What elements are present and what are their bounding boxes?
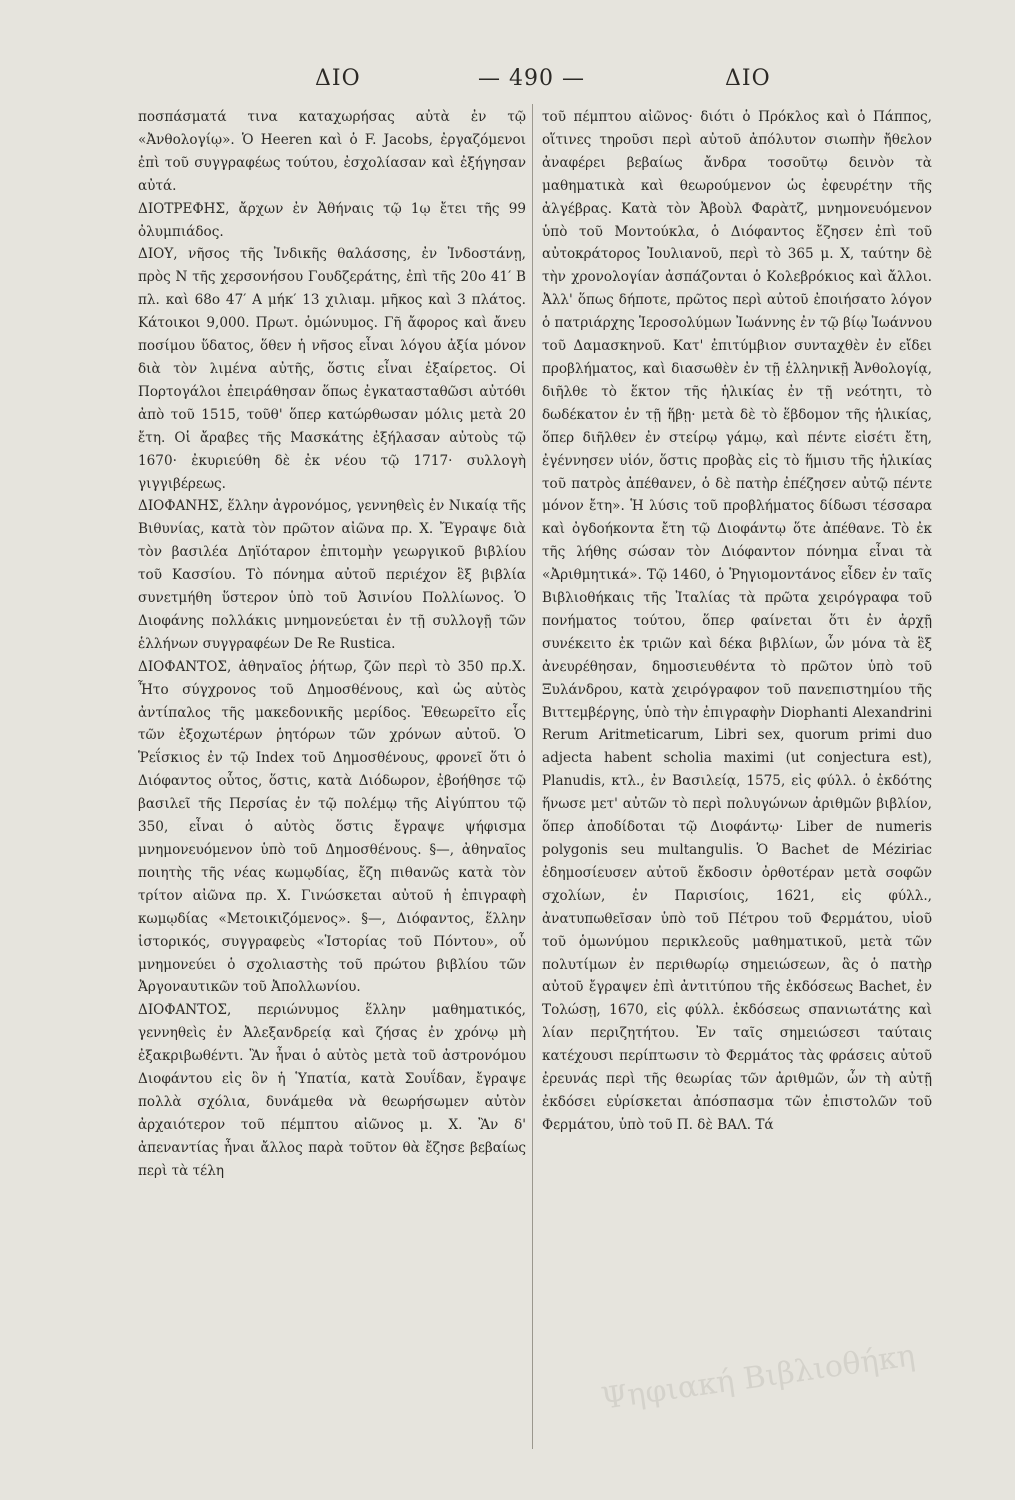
column-divider — [532, 104, 533, 1449]
page-header — [0, 62, 1015, 102]
page-number: — 490 — — [478, 66, 585, 91]
running-head-right: ΔΙΟ — [725, 66, 771, 91]
entry-diou: ΔΙΟΥ, νῆσος τῆς Ἰνδικῆς θαλάσσης, ἐν Ἰνδοστάνῃ, πρὸς Ν τῆς χερσονήσου Γουδζεράτης, ἐπὶ τῆς 20ο 41′ Β πλ. καὶ 68ο 47′ Α μήκ′ 13 χιλιαμ. μῆκος καὶ 3 πλάτος. Κάτοικοι 9,000. Πρωτ. ὁμώνυμος. Γῆ ἄφορος καὶ ἄνευ ποσίμου ὕδατος, ὅθεν ἡ νῆσος εἶναι λόγου ἀξία μόνον διὰ τὸν λιμένα αὐτῆς, ὅστις εἶναι ἐξαίρετος. Οἱ Πορτογάλοι ἐπειράθησαν ὅπως ἐγκατασταθῶσι αὐτόθι ἀπὸ τοῦ 1515, τοῦθ' ὅπερ κατώρθωσαν μόλις μετὰ 20 ἔτη. Οἱ ἄραβες τῆς Μασκάτης ἐξήλασαν αὐτοὺς τῷ 1670· ἐκυριεύθη δὲ ἐκ νέου τῷ 1717· συλλογὴ γιγγιβέρεως. — [138, 246, 526, 492]
library-watermark: Ψηφιακή Βιβλιοθήκη — [599, 1338, 918, 1417]
entry-diotrephes: ΔΙΟΤΡΕΦΗΣ, ἄρχων ἐν Ἀθήναις τῷ 1ῳ ἔτει τῆς 99 ὀλυμπιάδος. — [138, 200, 526, 240]
entry-diophanes: ΔΙΟΦΑΝΗΣ, ἕλλην ἀγρονόμος, γεννηθεὶς ἐν Νικαίᾳ τῆς Βιθυνίας, κατὰ τὸν πρῶτον αἰῶνα πρ. Χ. Ἔγραψε διὰ τὸν βασιλέα Δηϊόταρον ἐπιτομὴν γεωργικοῦ βιβλίου τοῦ Κασσίου. Τὸ πόνημα αὐτοῦ περιέχον ἓξ βιβλία συνετμήθη ὕστερον ὑπὸ τοῦ Ἀσινίου Πολλίωνος. Ὁ Διοφάνης πολλάκις μνημονεύεται ἐν τῇ συλλογῇ τῶν ἑλλήνων συγγραφέων De Re Rustica. — [138, 498, 526, 652]
entry-diophantos-rhetor: ΔΙΟΦΑΝΤΟΣ, ἀθηναῖος ῥήτωρ, ζῶν περὶ τὸ 350 πρ.Χ. Ἦτο σύγχρονος τοῦ Δημοσθένους, καὶ ὡς αὐτὸς ἀντίπαλος τῆς μακεδονικῆς μερίδος. Ἐθεωρεῖτο εἷς τῶν ἐξοχωτέρων ῥητόρων τῶν χρόνων αὐτοῦ. Ὁ Ῥεΐσκιος ἐν τῷ Index τοῦ Δημοσθένους, φρονεῖ ὅτι ὁ Διόφαντος οὗτος, ὅστις, κατὰ Διόδωρον, ἐβοήθησε τῷ βασιλεῖ τῆς Περσίας ἐν τῷ πολέμῳ τῆς Αἰγύπτου τῷ 350, εἶναι ὁ αὐτὸς ὅστις ἔγραψε ψήφισμα μνημονευόμενον ὑπὸ τοῦ Δημοσθένους. §—, ἀθηναῖος ποιητὴς τῆς νέας κωμῳδίας, ἔζη πιθανῶς κατὰ τὸν τρίτον αἰῶνα πρ. Χ. Γινώσκεται αὐτοῦ ἡ ἐπιγραφὴ κωμῳδίας «Μετοικιζόμενος». §—, Διόφαντος, ἕλλην ἱστορικός, συγγραφεὺς «Ἱστορίας τοῦ Πόντου», οὗ μνημονεύει ὁ σχολιαστὴς τοῦ πρώτου βιβλίου τῶν Ἀργοναυτικῶν τοῦ Ἀπολλωνίου. — [138, 658, 526, 996]
left-column — [138, 106, 526, 1183]
right-column — [542, 106, 932, 1137]
entry-diophantos-mathematician: ΔΙΟΦΑΝΤΟΣ, περιώνυμος ἕλλην μαθηματικός, γεννηθεὶς ἐν Ἀλεξανδρείᾳ καὶ ζήσας ἐν χρόνῳ μὴ ἐξακριβωθέντι. Ἂν ἦναι ὁ αὐτὸς μετὰ τοῦ ἀστρονόμου Διοφάντου εἰς ὃν ἡ Ὑπατία, κατὰ Σουΐδαν, ἔγραψε πολλὰ σχόλια, δυνάμεθα νὰ θεωρήσωμεν αὐτὸν ἀρχαιότερον τοῦ πέμπτου αἰῶνος μ. Χ. Ἂν δ' ἀπεναντίας ἦναι ἄλλος παρὰ τοῦτον θὰ ἔζησε βεβαίως περὶ τὰ τέλη — [138, 1002, 526, 1179]
paragraph-continuation: ποσπάσματά τινα καταχωρήσας αὐτὰ ἐν τῷ «Ἀνθολογίῳ». Ὁ Heeren καὶ ὁ F. Jacobs, ἐργαζόμενοι ἐπὶ τοῦ συγγραφέως τούτου, ἐσχολίασαν καὶ ἐξήγησαν αὐτά. — [138, 109, 526, 194]
paragraph-diophantos-continued: τοῦ πέμπτου αἰῶνος· διότι ὁ Πρόκλος καὶ ὁ Πάππος, οἵτινες τηροῦσι περὶ αὐτοῦ ἀπόλυτον σιωπὴν ἤθελον ἀναφέρει βεβαίως ἄνδρα τοσοῦτῳ δεινὸν τὰ μαθηματικὰ καὶ θεωρούμενον ὡς ἐφευρέτην τῆς ἀλγέβρας. Κατὰ τὸν Ἀβοὺλ Φαρὰτζ, μνημονευόμενον ὑπὸ τοῦ Μοντούκλα, ὁ Διόφαντος ἔζησεν ἐπὶ τοῦ αὐτοκράτορος Ἰουλιανοῦ, περὶ τὸ 365 μ. Χ, ταύτην δὲ τὴν χρονολογίαν ἀσπάζονται ὁ Κολεβρόκιος καὶ ἄλλοι. Ἀλλ' ὅπως δήποτε, πρῶτος περὶ αὐτοῦ ἐποιήσατο λόγον ὁ πατριάρχης Ἱεροσολύμων Ἰωάννης ἐν τῷ βίῳ Ἰωάννου τοῦ Δαμασκηνοῦ. Κατ' ἐπιτύμβιον συνταχθὲν ἐν εἴδει προβλήματος, καὶ διασωθὲν ἐν τῇ ἑλληνικῇ Ἀνθολογίᾳ, διῆλθε τὸ ἕκτον τῆς ἡλικίας ἐν τῇ νεότητι, τὸ δωδέκατον ἐν τῇ ἥβῃ· μετὰ δὲ τὸ ἕβδομον τῆς ἡλικίας, ὅπερ διῆλθεν ἐν στείρῳ γάμῳ, καὶ πέντε εἰσέτι ἔτη, ἐγέννησεν υἱόν, ὅστις προβὰς εἰς τὸ ἥμισυ τῆς ἡλικίας τοῦ πατρὸς ἀπέθανεν, ὁ δὲ πατὴρ ἐπέζησεν αὐτῷ πέντε μόνον ἔτη». Ἡ λύσις τοῦ προβλήματος δίδωσι τέσσαρα καὶ ὀγδοήκοντα ἔτη τῷ Διοφάντῳ ὅτε ἀπέθανε. Τὸ ἐκ τῆς λήθης σώσαν τὸν Διόφαντον πόνημα εἶναι τὰ «Ἀριθμητικά». Τῷ 1460, ὁ Ῥηγιομοντάνος εἶδεν ἐν ταῖς Βιβλιοθήκαις τῆς Ἰταλίας τὰ πρῶτα χειρόγραφα τοῦ πονήματος τούτου, ὅπερ φαίνεται ὅτι ἐν ἀρχῇ συνέκειτο ἐκ τριῶν καὶ δέκα βιβλίων, ὧν μόνα τὰ ἓξ ἀνευρέθησαν, δημοσιευθέντα τὸ πρῶτον ὑπὸ τοῦ Ξυλάνδρου, κατὰ χειρόγραφον τοῦ πανεπιστημίου τῆς Βιττεμβέργης, ὑπὸ τὴν ἐπιγραφὴν Diophanti Alexandrini Rerum Aritmeticarum, Libri sex, quorum primi duo adjecta habent scholia maximi (ut conjectura est), Planudis, κτλ., ἐν Βασιλείᾳ, 1575, εἰς φύλλ. ὁ ἐκδότης ἥνωσε μετ' αὐτῶν τὸ περὶ πολυγώνων ἀριθμῶν βιβλίον, ὅπερ ἀποδίδοται τῷ Διοφάντῳ· Liber de numeris polygonis seu multangulis. Ὁ Bachet de Méziriac ἐδημοσίευσεν αὐτοῦ ἔκδοσιν ὀρθοτέραν μετὰ σοφῶν σχολίων, ἐν Παρισίοις, 1621, εἰς φύλλ., ἀνατυπωθεῖσαν ὑπὸ τοῦ Πέτρου τοῦ Φερμάτου, υἱοῦ τοῦ ὁμωνύμου περικλεοῦς μαθηματικοῦ, μετὰ τῶν πολυτίμων ἐν περιθωρίῳ σημειώσεων, ἃς ὁ πατὴρ αὐτοῦ ἔγραψεν ἐπὶ ἀντιτύπου τῆς ἐκδόσεως Bachet, ἐν Τολώσῃ, 1670, εἰς φύλλ. ἐκδόσεως σπανιωτάτης καὶ λίαν περιζητήτου. Ἐν ταῖς σημειώσεσι ταύταις κατέχουσι περίπτωσιν τὸ Φερμάτος τὰς φράσεις αὐτοῦ ἐρευνάς περὶ τῆς θεωρίας τῶν ἀριθμῶν, ὧν τὴ αὐτῇ ἐκδόσει εὑρίσκεται ἀπόσπασμα τῶν ἐπιστολῶν τοῦ Φερμάτου, ὑπὸ τοῦ Π. δὲ ΒΑΛ. Τά — [542, 109, 932, 1133]
running-head-left: ΔΙΟ — [315, 66, 361, 91]
